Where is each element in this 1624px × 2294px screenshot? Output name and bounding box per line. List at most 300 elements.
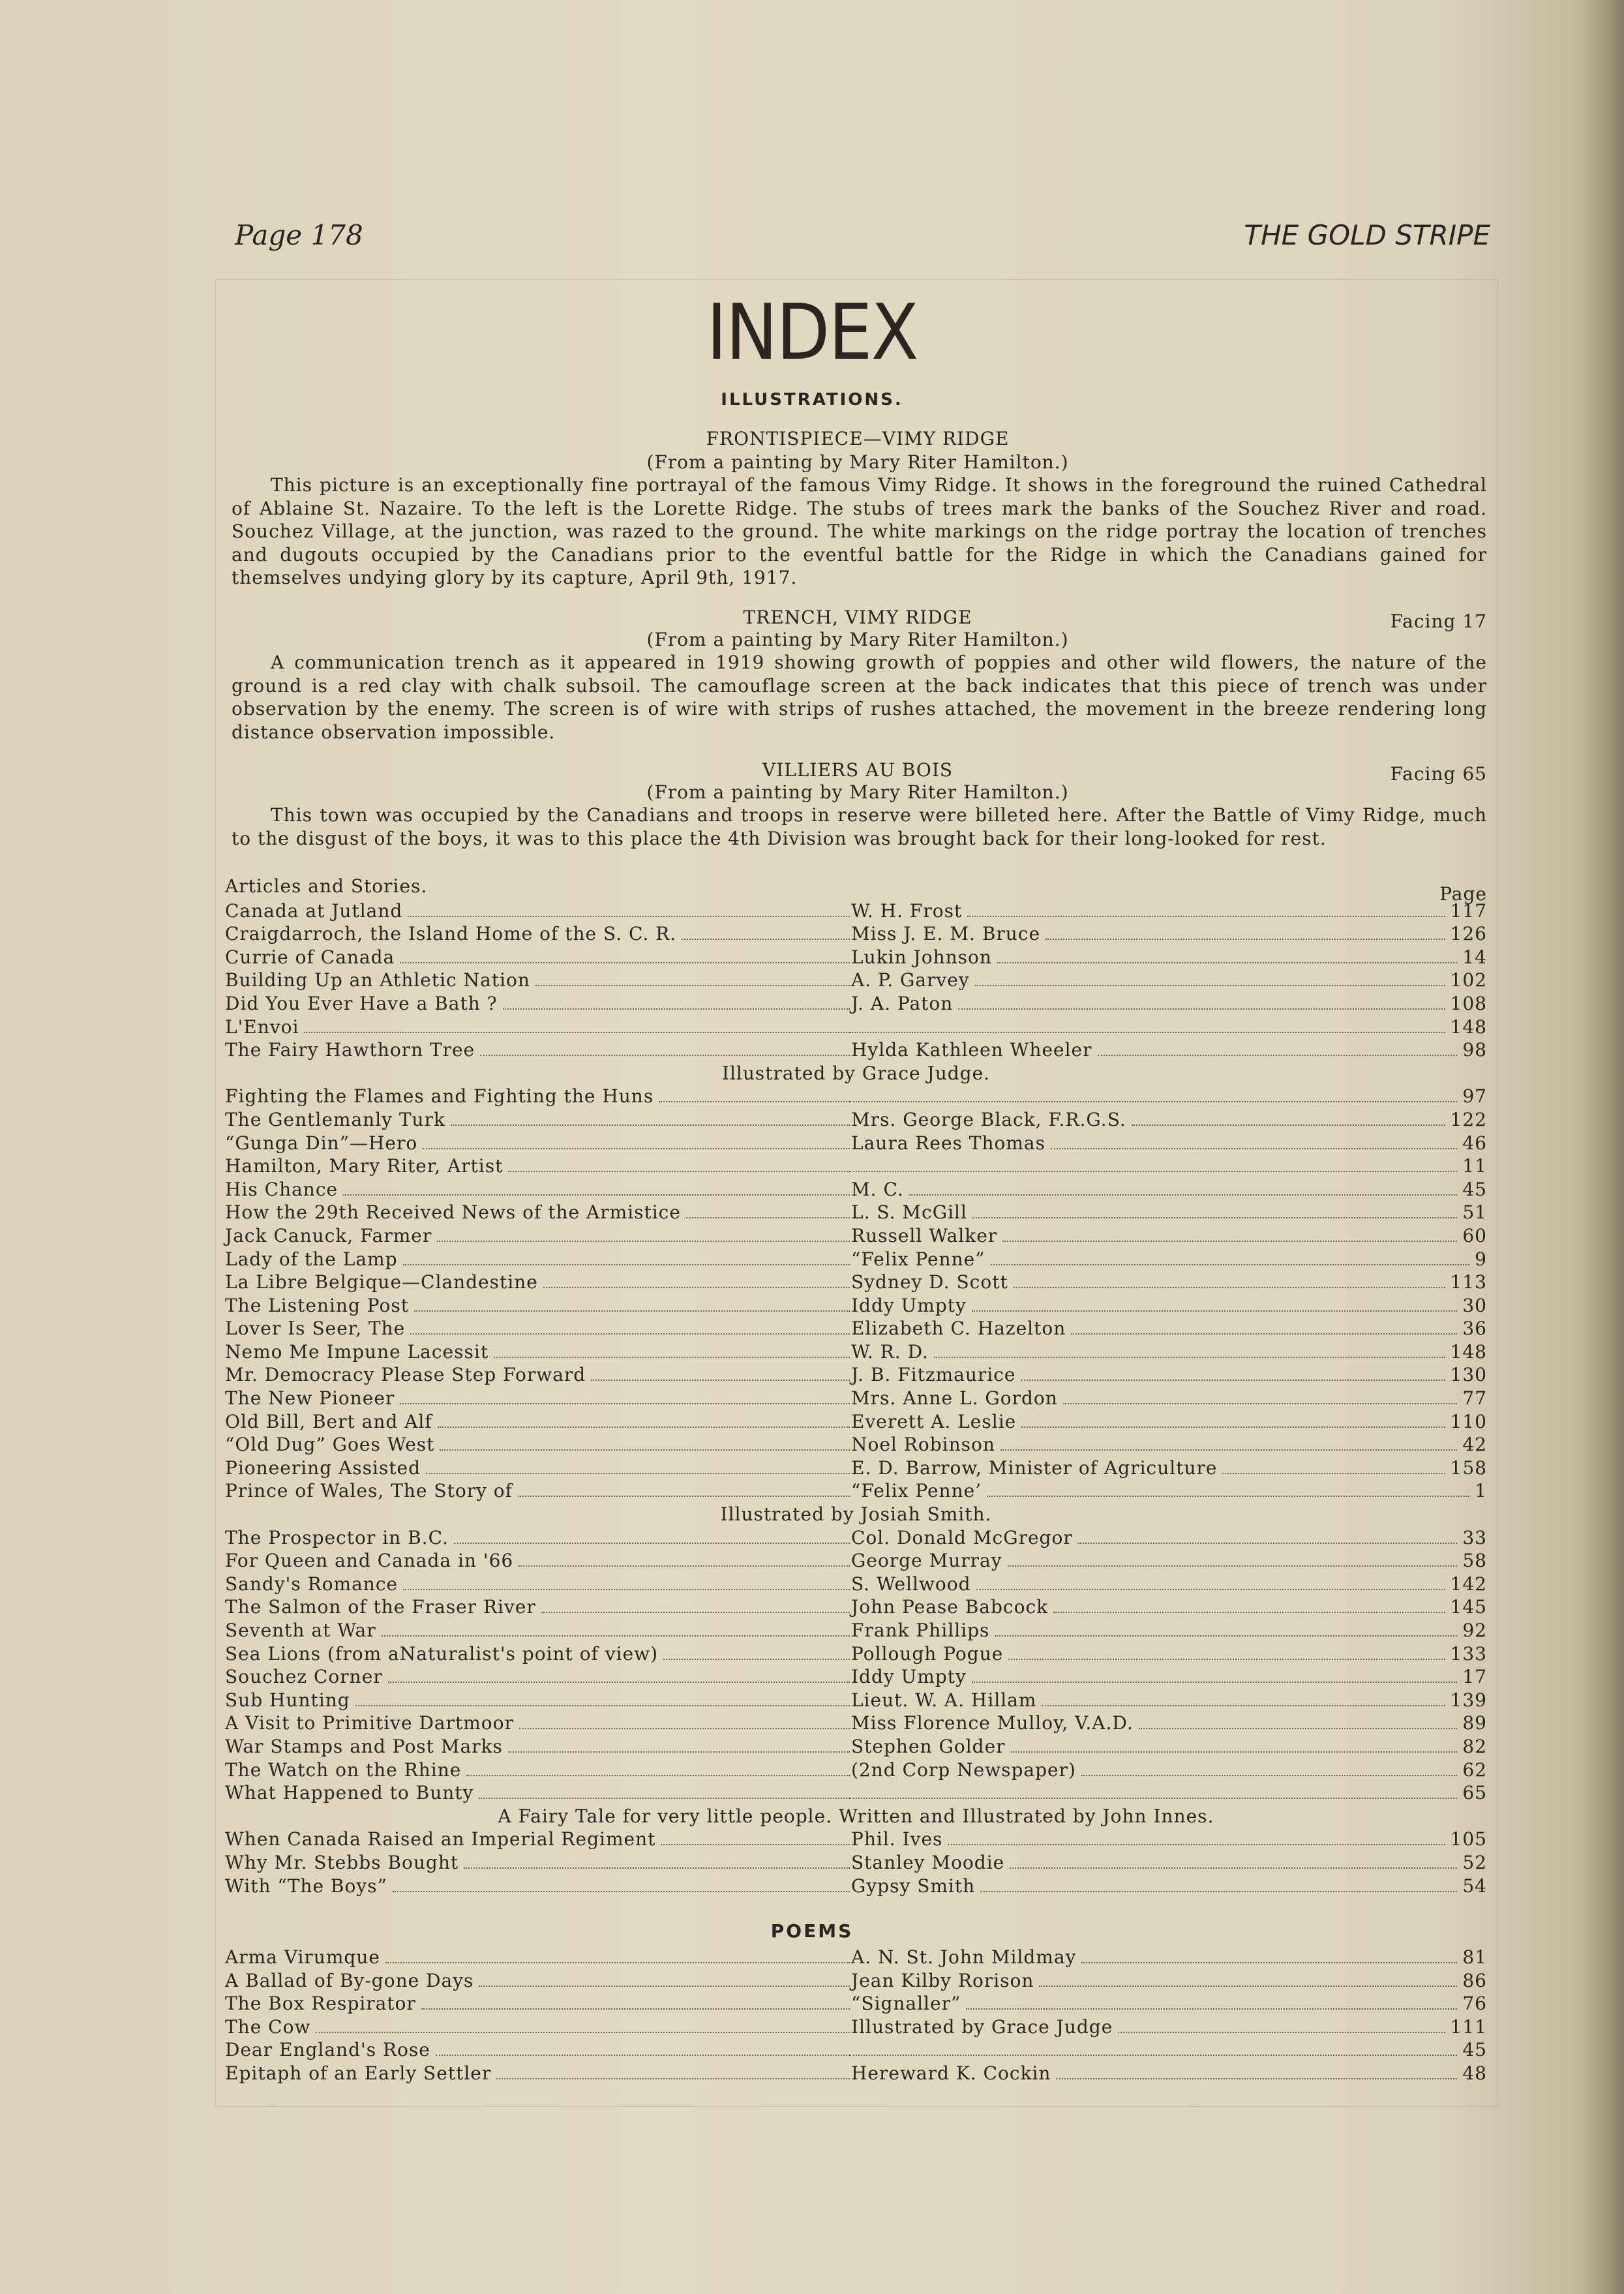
index-entry-row bbox=[225, 1571, 1487, 1594]
entry-page: 111 bbox=[1450, 2015, 1487, 2038]
index-entry-row bbox=[225, 1944, 1487, 1967]
dot-leader bbox=[494, 1357, 850, 1358]
entry-page: 77 bbox=[1462, 1387, 1487, 1410]
index-entry-row bbox=[225, 2014, 1487, 2037]
entry-author: Laura Rees Thomas bbox=[851, 1132, 1045, 1154]
entry-page: 33 bbox=[1462, 1526, 1487, 1548]
dot-leader bbox=[382, 1635, 850, 1637]
dot-leader bbox=[393, 1891, 850, 1892]
entry-author: Frank Phillips bbox=[851, 1620, 990, 1641]
entry-page: 148 bbox=[1450, 1016, 1487, 1038]
entry-page: 122 bbox=[1450, 1108, 1487, 1130]
entry-title: L'Envoi bbox=[225, 1016, 299, 1038]
illustration-title: FRONTISPIECE—VIMY RIDGE bbox=[706, 428, 1010, 449]
index-entry-row bbox=[225, 1663, 1487, 1687]
entry-title: Why Mr. Stebbs Bought bbox=[225, 1851, 459, 1873]
dot-leader bbox=[966, 2008, 1457, 2010]
dot-leader bbox=[496, 2078, 850, 2079]
entry-page: 42 bbox=[1462, 1434, 1487, 1456]
dot-leader bbox=[400, 962, 850, 963]
entry-author: Mrs. Anne L. Gordon bbox=[851, 1387, 1058, 1410]
dot-leader bbox=[659, 1101, 850, 1102]
index-entry-row bbox=[225, 1153, 1487, 1176]
dot-leader bbox=[1011, 1751, 1457, 1753]
entry-title: Epitaph of an Early Settler bbox=[225, 2062, 492, 2084]
dot-leader bbox=[934, 1357, 1445, 1358]
entry-author: S. Wellwood bbox=[851, 1573, 971, 1595]
entry-title: War Stamps and Post Marks bbox=[225, 1735, 503, 1757]
dot-leader bbox=[454, 1543, 850, 1544]
entry-author: Lieut. W. A. Hillam bbox=[851, 1689, 1037, 1711]
entry-page: 58 bbox=[1462, 1550, 1487, 1572]
dot-leader bbox=[535, 985, 850, 986]
index-entry-row bbox=[225, 1106, 1487, 1130]
dot-leader bbox=[480, 1055, 850, 1056]
index-entry-row bbox=[225, 1315, 1487, 1338]
entry-title: Lover Is Seer, The bbox=[225, 1318, 406, 1340]
index-entry-row bbox=[225, 1757, 1487, 1780]
entry-author: Iddy Umpty bbox=[851, 1666, 967, 1688]
dot-leader bbox=[1014, 1287, 1445, 1288]
entry-title: La Libre Belgique—Clandestine bbox=[225, 1271, 538, 1293]
index-entry-row bbox=[225, 944, 1487, 967]
entry-page: 51 bbox=[1462, 1201, 1487, 1224]
dot-leader bbox=[997, 962, 1457, 963]
dot-leader bbox=[304, 1032, 850, 1033]
entry-page: 30 bbox=[1462, 1294, 1487, 1316]
articles-list bbox=[225, 874, 1487, 1895]
entry-title: The Cow bbox=[225, 2015, 311, 2038]
index-entry-row bbox=[225, 1036, 1487, 1060]
entry-author: Miss J. E. M. Bruce bbox=[851, 923, 1041, 945]
index-entry-row bbox=[225, 1640, 1487, 1664]
index-entry-row bbox=[225, 1524, 1487, 1548]
dot-leader bbox=[1042, 1705, 1445, 1706]
index-entry-row bbox=[225, 898, 1487, 921]
entry-page: 45 bbox=[1462, 1178, 1487, 1200]
entry-title: Hamilton, Mary Riter, Artist bbox=[225, 1155, 504, 1177]
entry-author: “Signaller” bbox=[851, 1993, 961, 2015]
dot-leader bbox=[316, 2032, 850, 2033]
entry-title: A Ballad of By-gone Days bbox=[225, 1969, 474, 1991]
index-entry-row bbox=[225, 1269, 1487, 1292]
dot-leader bbox=[1118, 2032, 1445, 2033]
dot-leader bbox=[1071, 1333, 1457, 1335]
entry-author: Elizabeth C. Hazelton bbox=[851, 1318, 1066, 1340]
entry-title: When Canada Raised an Imperial Regiment bbox=[225, 1828, 656, 1850]
illustration-note: Illustrated by Josiah Smith. bbox=[720, 1503, 992, 1526]
index-entry-row bbox=[225, 1547, 1487, 1571]
entry-page: 145 bbox=[1450, 1596, 1487, 1618]
entry-title: Dear England's Rose bbox=[225, 2039, 430, 2061]
poems-heading: POEMS bbox=[770, 1920, 854, 1942]
entry-page: 158 bbox=[1450, 1456, 1487, 1479]
dot-leader bbox=[972, 1310, 1457, 1312]
index-note-row bbox=[225, 1060, 1487, 1083]
dot-leader bbox=[466, 1775, 850, 1776]
entry-title: Sea Lions (from aNaturalist's point of view) bbox=[225, 1642, 659, 1665]
entry-title: The New Pioneer bbox=[225, 1387, 395, 1410]
entry-author: A. N. St. John Mildmay bbox=[851, 1946, 1077, 1968]
illustration-title: VILLIERS AU BOIS bbox=[762, 759, 954, 781]
dot-leader bbox=[385, 1962, 850, 1963]
entry-author: Stanley Moodie bbox=[851, 1851, 1005, 1873]
dot-leader bbox=[1132, 1124, 1445, 1126]
index-entry-row bbox=[225, 1385, 1487, 1408]
illustration-description: This town was occupied by the Canadians and troops in reserve were billeted here. After the Battle of Vimy Ridge, much to the disgust of the boys, it was to this place the 4th Division was brought back for their long-looked for rest. bbox=[232, 804, 1487, 849]
entry-author: Everett A. Leslie bbox=[851, 1410, 1017, 1432]
dot-leader bbox=[967, 916, 1445, 917]
entry-author: Illustrated by Grace Judge bbox=[851, 2015, 1113, 2038]
dot-leader bbox=[1008, 1659, 1445, 1660]
entry-page: 54 bbox=[1462, 1875, 1487, 1897]
dot-leader bbox=[519, 1728, 850, 1729]
entry-page: 82 bbox=[1462, 1735, 1487, 1757]
dot-leader bbox=[972, 1217, 1457, 1218]
dot-leader bbox=[1002, 1241, 1457, 1242]
index-entry-row bbox=[225, 1990, 1487, 2014]
index-entry-row bbox=[225, 1455, 1487, 1478]
dot-leader bbox=[1139, 1728, 1457, 1729]
entry-author: Miss Florence Mulloy, V.A.D. bbox=[851, 1712, 1134, 1734]
entry-author: John Pease Babcock bbox=[851, 1596, 1049, 1618]
entry-page: 133 bbox=[1450, 1642, 1487, 1665]
dot-leader bbox=[948, 1844, 1445, 1845]
entry-author: Mrs. George Black, F.R.G.S. bbox=[851, 1108, 1126, 1130]
dot-leader bbox=[508, 1751, 850, 1753]
index-entry-row bbox=[225, 1361, 1487, 1385]
entry-author: “Felix Penne” bbox=[851, 1248, 985, 1270]
illustration-description: A communication trench as it appeared in 1919 showing growth of poppies and other wild flowers, the nature of the ground is a red clay with chalk subsoil. The camouflage screen at the back indicates that this piece of trench was under observation by the enemy. The screen is of wire with strips of rushes attached, the movement in the breeze rendering long distance observation impossible. bbox=[232, 652, 1487, 743]
dot-leader bbox=[440, 1449, 850, 1451]
dot-leader bbox=[508, 1171, 850, 1172]
entry-title: His Chance bbox=[225, 1178, 338, 1200]
dot-leader bbox=[421, 2008, 850, 2010]
page-number: Page 178 bbox=[235, 219, 363, 251]
dot-leader bbox=[1021, 1380, 1445, 1381]
page-column-heading: Page bbox=[1439, 883, 1487, 905]
entry-page: 60 bbox=[1462, 1224, 1487, 1246]
entry-page: 45 bbox=[1462, 2039, 1487, 2061]
entry-title: Craigdarroch, the Island Home of the S. C. R. bbox=[225, 923, 677, 945]
illustration-credit: (From a painting by Mary Riter Hamilton.) bbox=[646, 629, 1069, 650]
dot-leader bbox=[1098, 1055, 1457, 1056]
entry-page: 110 bbox=[1450, 1410, 1487, 1432]
dot-leader bbox=[408, 916, 850, 917]
index-entry-row bbox=[225, 1176, 1487, 1200]
dot-leader bbox=[850, 1032, 1445, 1033]
entry-page: 130 bbox=[1450, 1364, 1487, 1386]
index-entry-row bbox=[225, 1222, 1487, 1246]
entry-author: W. H. Frost bbox=[851, 899, 963, 922]
entry-author: George Murray bbox=[851, 1550, 1002, 1572]
entry-title: A Visit to Primitive Dartmoor bbox=[225, 1712, 514, 1734]
index-entry-row bbox=[225, 2060, 1487, 2083]
entry-author: Noel Robinson bbox=[851, 1434, 995, 1456]
entry-author: Russell Walker bbox=[851, 1224, 998, 1246]
entry-title: The Watch on the Rhine bbox=[225, 1758, 462, 1781]
entry-title: The Gentlemanly Turk bbox=[225, 1108, 445, 1130]
index-entry-row bbox=[225, 1477, 1487, 1501]
entry-title: Lady of the Lamp bbox=[225, 1248, 398, 1270]
entry-page: 1 bbox=[1475, 1480, 1487, 1502]
entry-author: E. D. Barrow, Minister of Agriculture bbox=[851, 1456, 1218, 1479]
dot-leader bbox=[958, 1008, 1445, 1010]
dot-leader bbox=[991, 1264, 1469, 1265]
dot-leader bbox=[995, 1635, 1457, 1637]
entry-title: The Box Respirator bbox=[225, 1993, 416, 2015]
entry-page: 76 bbox=[1462, 1993, 1487, 2015]
index-entry-row bbox=[225, 1431, 1487, 1455]
dot-leader bbox=[682, 939, 850, 940]
entry-author: Lukin Johnson bbox=[851, 946, 992, 968]
index-entry-row bbox=[225, 1967, 1487, 1991]
dot-leader bbox=[426, 1473, 850, 1474]
entry-page: 108 bbox=[1450, 992, 1487, 1014]
entry-title: For Queen and Canada in '66 bbox=[225, 1550, 514, 1572]
entry-title: The Salmon of the Fraser River bbox=[225, 1596, 536, 1618]
dot-leader bbox=[388, 1682, 850, 1683]
entry-author: A. P. Garvey bbox=[851, 969, 970, 991]
illustration-credit: (From a painting by Mary Riter Hamilton.) bbox=[646, 451, 1069, 473]
dot-leader bbox=[355, 1705, 850, 1706]
entry-title: The Listening Post bbox=[225, 1294, 409, 1316]
index-entry-row bbox=[225, 1710, 1487, 1733]
page-spine-shadow bbox=[1578, 0, 1624, 2294]
dot-leader bbox=[663, 1659, 850, 1660]
dot-leader bbox=[1081, 1775, 1457, 1776]
dot-leader bbox=[403, 1264, 850, 1265]
running-head bbox=[235, 219, 1490, 258]
index-entry-row bbox=[225, 1779, 1487, 1803]
entry-page: 36 bbox=[1462, 1318, 1487, 1340]
entry-author: Col. Donald McGregor bbox=[851, 1526, 1073, 1548]
index-entry-row bbox=[225, 1408, 1487, 1432]
dot-leader bbox=[479, 1985, 850, 1987]
illustration-facing-page: Facing 65 bbox=[1390, 763, 1487, 785]
entry-title: The Prospector in B.C. bbox=[225, 1526, 449, 1548]
entry-title: Canada at Jutland bbox=[225, 899, 403, 922]
entry-page: 52 bbox=[1462, 1851, 1487, 1873]
entry-author: L. S. McGill bbox=[851, 1201, 967, 1224]
poems-rows bbox=[225, 1944, 1487, 2083]
dot-leader bbox=[686, 1217, 850, 1218]
index-entry-row bbox=[225, 2036, 1487, 2060]
entry-title: With “The Boys” bbox=[225, 1875, 387, 1897]
dot-leader bbox=[972, 1682, 1457, 1683]
index-entry-row bbox=[225, 1826, 1487, 1849]
dot-leader bbox=[1078, 1543, 1457, 1544]
entry-page: 126 bbox=[1450, 923, 1487, 945]
index-entry-row bbox=[225, 1617, 1487, 1640]
entry-author: Jean Kilby Rorison bbox=[851, 1969, 1034, 1991]
dot-leader bbox=[464, 1867, 850, 1869]
entry-title: Currie of Canada bbox=[225, 946, 395, 968]
entry-page: 65 bbox=[1462, 1782, 1487, 1804]
dot-leader bbox=[479, 1798, 850, 1799]
dot-leader bbox=[975, 985, 1445, 986]
dot-leader bbox=[343, 1194, 850, 1196]
index-entry-row bbox=[225, 1014, 1487, 1037]
entry-title: How the 29th Received News of the Armistice bbox=[225, 1201, 681, 1224]
index-entry-row bbox=[225, 990, 1487, 1014]
entry-page: 17 bbox=[1462, 1666, 1487, 1688]
entry-author: (2nd Corp Newspaper) bbox=[851, 1758, 1076, 1781]
entry-page: 102 bbox=[1450, 969, 1487, 991]
index-entry-row bbox=[225, 1873, 1487, 1896]
entry-title: The Fairy Hawthorn Tree bbox=[225, 1039, 475, 1061]
entry-author: Phil. Ives bbox=[851, 1828, 943, 1850]
dot-leader bbox=[519, 1565, 850, 1567]
entry-title: “Gunga Din”—Hero bbox=[225, 1132, 418, 1154]
dot-leader bbox=[438, 1426, 850, 1428]
entry-page: 117 bbox=[1450, 899, 1487, 922]
index-entry-row bbox=[225, 1733, 1487, 1757]
entry-title: Fighting the Flames and Fighting the Huns bbox=[225, 1085, 654, 1108]
publication-title: THE GOLD STRIPE bbox=[1244, 219, 1490, 251]
entry-author: Stephen Golder bbox=[851, 1735, 1006, 1757]
dot-leader bbox=[1000, 1449, 1457, 1451]
dot-leader bbox=[436, 2055, 850, 2056]
dot-leader bbox=[1010, 1867, 1457, 1869]
entry-page: 148 bbox=[1450, 1340, 1487, 1363]
illustration-note: Illustrated by Grace Judge. bbox=[721, 1062, 991, 1084]
entry-page: 14 bbox=[1462, 946, 1487, 968]
dot-leader bbox=[1051, 1148, 1457, 1149]
index-note-row bbox=[225, 1501, 1487, 1524]
entry-title: Mr. Democracy Please Step Forward bbox=[225, 1364, 586, 1386]
entry-author: W. R. D. bbox=[851, 1340, 929, 1363]
entry-title: Arma Virumque bbox=[225, 1946, 380, 1968]
dot-leader bbox=[850, 1798, 1457, 1799]
dot-leader bbox=[850, 2055, 1457, 2056]
index-entry-row bbox=[225, 1849, 1487, 1873]
dot-leader bbox=[1008, 1565, 1457, 1567]
dot-leader bbox=[1222, 1473, 1445, 1474]
dot-leader bbox=[414, 1310, 850, 1312]
entry-page: 11 bbox=[1462, 1155, 1487, 1177]
entry-author: J. B. Fitzmaurice bbox=[851, 1364, 1016, 1386]
index-note-row bbox=[225, 1803, 1487, 1826]
entry-page: 142 bbox=[1450, 1573, 1487, 1595]
entry-title: Prince of Wales, The Story of bbox=[225, 1480, 513, 1502]
entry-title: Building Up an Athletic Nation bbox=[225, 969, 530, 991]
entry-page: 92 bbox=[1462, 1620, 1487, 1641]
entry-page: 105 bbox=[1450, 1828, 1487, 1850]
index-entry-row bbox=[225, 1593, 1487, 1617]
entry-page: 9 bbox=[1475, 1248, 1487, 1270]
entry-author: M. C. bbox=[851, 1178, 904, 1200]
dot-leader bbox=[987, 1496, 1469, 1497]
dot-leader bbox=[661, 1844, 850, 1845]
dot-leader bbox=[980, 1891, 1457, 1892]
index-title: INDEX bbox=[706, 287, 918, 377]
entry-page: 97 bbox=[1462, 1085, 1487, 1108]
illustration-description: This picture is an exceptionally fine portrayal of the famous Vimy Ridge. It shows in the foreground the ruined Cathedral of Ablaine St. Nazaire. To the left is the Lorette Ridge. The stubs of trees mark the banks of the Souchez River and road. Souchez Village, at the junction, was razed to the ground. The white markings on the ridge portray the location of trenches and dugouts occupied by the Canadians prior to the eventful battle for the Ridge in which the Canadians gained for themselves undying glory by its capture, April 9th, 1917. bbox=[232, 474, 1487, 588]
dot-leader bbox=[850, 1101, 1457, 1102]
dot-leader bbox=[1053, 1612, 1445, 1613]
dot-leader bbox=[410, 1333, 850, 1335]
index-entry-row bbox=[225, 920, 1487, 944]
entry-author: Pollough Pogue bbox=[851, 1642, 1004, 1665]
dot-leader bbox=[541, 1612, 850, 1613]
entry-title: What Happened to Bunty bbox=[225, 1782, 474, 1804]
dot-leader bbox=[1063, 1403, 1457, 1404]
dot-leader bbox=[400, 1403, 850, 1404]
entry-title: Sandy's Romance bbox=[225, 1573, 398, 1595]
entry-author: J. A. Paton bbox=[851, 992, 954, 1014]
entry-page: 48 bbox=[1462, 2062, 1487, 2084]
entry-title: Old Bill, Bert and Alf bbox=[225, 1410, 432, 1432]
entry-page: 98 bbox=[1462, 1039, 1487, 1061]
entry-title: Jack Canuck, Farmer bbox=[225, 1224, 432, 1246]
dot-leader bbox=[1039, 1985, 1457, 1987]
dot-leader bbox=[1056, 2078, 1457, 2079]
entry-title: Pioneering Assisted bbox=[225, 1456, 421, 1479]
poems-list bbox=[225, 1944, 1487, 2083]
entry-page: 113 bbox=[1450, 1271, 1487, 1293]
illustration-facing-page: Facing 17 bbox=[1390, 611, 1487, 632]
entry-title: Did You Ever Have a Bath ? bbox=[225, 992, 498, 1014]
illustrations-heading: ILLUSTRATIONS. bbox=[721, 390, 903, 410]
entry-page: 86 bbox=[1462, 1969, 1487, 1991]
articles-rows bbox=[225, 898, 1487, 1896]
dot-leader bbox=[909, 1194, 1457, 1196]
index-entry-row bbox=[225, 967, 1487, 990]
illustration-title: TRENCH, VIMY RIDGE bbox=[743, 607, 972, 628]
dot-leader bbox=[518, 1496, 850, 1497]
illustration-credit: (From a painting by Mary Riter Hamilton.) bbox=[646, 781, 1069, 803]
entry-title: “Old Dug” Goes West bbox=[225, 1434, 435, 1456]
dot-leader bbox=[451, 1124, 850, 1126]
entry-page: 46 bbox=[1462, 1132, 1487, 1154]
dot-leader bbox=[437, 1241, 850, 1242]
dot-leader bbox=[1045, 939, 1445, 940]
entry-author: “Felix Penne’ bbox=[851, 1480, 982, 1502]
entry-title: Sub Hunting bbox=[225, 1689, 350, 1711]
entry-author: Iddy Umpty bbox=[851, 1294, 967, 1316]
dot-leader bbox=[976, 1589, 1445, 1590]
index-entry-row bbox=[225, 1687, 1487, 1710]
dot-leader bbox=[850, 1171, 1457, 1172]
dot-leader bbox=[403, 1589, 850, 1590]
index-entry-row bbox=[225, 1338, 1487, 1362]
index-entry-row bbox=[225, 1130, 1487, 1153]
entry-author: Hylda Kathleen Wheeler bbox=[851, 1039, 1092, 1061]
illustration-note: A Fairy Tale for very little people. Written and Illustrated by John Innes. bbox=[498, 1805, 1214, 1827]
entry-page: 81 bbox=[1462, 1946, 1487, 1968]
entry-author: Sydney D. Scott bbox=[851, 1271, 1008, 1293]
dot-leader bbox=[1081, 1962, 1457, 1963]
entry-page: 139 bbox=[1450, 1689, 1487, 1711]
dot-leader bbox=[1021, 1426, 1445, 1428]
dot-leader bbox=[543, 1287, 850, 1288]
dot-leader bbox=[591, 1380, 850, 1381]
entry-author: Gypsy Smith bbox=[851, 1875, 976, 1897]
entry-title: Seventh at War bbox=[225, 1620, 376, 1641]
index-entry-row bbox=[225, 1246, 1487, 1269]
index-entry-row bbox=[225, 1199, 1487, 1222]
entry-author: Hereward K. Cockin bbox=[851, 2062, 1051, 2084]
index-entry-row bbox=[225, 1083, 1487, 1106]
dot-leader bbox=[423, 1148, 850, 1149]
articles-header-row bbox=[225, 874, 1487, 905]
dot-leader bbox=[503, 1008, 850, 1010]
index-entry-row bbox=[225, 1292, 1487, 1316]
entry-title: Nemo Me Impune Lacessit bbox=[225, 1340, 489, 1363]
articles-heading: Articles and Stories. bbox=[225, 875, 428, 897]
entry-page: 89 bbox=[1462, 1712, 1487, 1734]
